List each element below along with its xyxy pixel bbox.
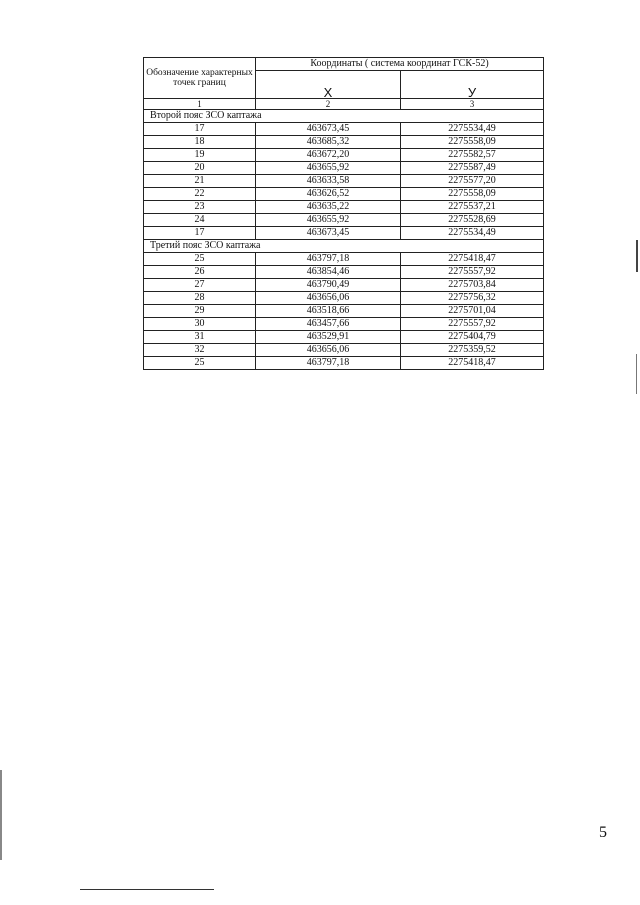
y-coordinate-cell: 2275359,52 — [401, 344, 544, 357]
y-coordinate-cell: 2275534,49 — [401, 123, 544, 136]
coordinates-table-body — [144, 58, 544, 370]
x-coordinate-cell: 463673,45 — [256, 123, 401, 136]
x-coordinate-cell: 463635,22 — [256, 201, 401, 214]
x-coordinate-cell: 463626,52 — [256, 188, 401, 201]
header-point-designation: Обозначение характерных точек границ — [144, 58, 256, 99]
column-number: 2 — [256, 99, 401, 110]
header-y: У — [401, 71, 544, 99]
point-number-cell: 22 — [144, 188, 256, 201]
x-coordinate-cell: 463529,91 — [256, 331, 401, 344]
x-coordinate-cell: 463656,06 — [256, 344, 401, 357]
table-row — [144, 188, 544, 201]
x-coordinate-cell: 463457,66 — [256, 318, 401, 331]
section-title-row — [144, 110, 544, 123]
column-numbers-row — [144, 99, 544, 110]
table-row — [144, 253, 544, 266]
x-coordinate-cell: 463790,49 — [256, 279, 401, 292]
table-row — [144, 331, 544, 344]
y-coordinate-cell: 2275418,47 — [401, 357, 544, 370]
point-number-cell: 24 — [144, 214, 256, 227]
x-coordinate-cell: 463518,66 — [256, 305, 401, 318]
scan-artifact-mark — [636, 354, 637, 394]
point-number-cell: 27 — [144, 279, 256, 292]
page-number: 5 — [599, 824, 607, 841]
y-coordinate-cell: 2275577,20 — [401, 175, 544, 188]
y-coordinate-cell: 2275558,09 — [401, 136, 544, 149]
y-coordinate-cell: 2275557,92 — [401, 318, 544, 331]
y-coordinate-cell: 2275404,79 — [401, 331, 544, 344]
table-row — [144, 136, 544, 149]
table-row — [144, 214, 544, 227]
scan-artifact-mark — [636, 240, 638, 272]
x-coordinate-cell: 463655,92 — [256, 214, 401, 227]
y-coordinate-cell: 2275534,49 — [401, 227, 544, 240]
y-coordinate-cell: 2275557,92 — [401, 266, 544, 279]
point-number-cell: 32 — [144, 344, 256, 357]
point-number-cell: 31 — [144, 331, 256, 344]
point-number-cell: 25 — [144, 357, 256, 370]
point-number-cell: 19 — [144, 149, 256, 162]
x-coordinate-cell: 463797,18 — [256, 253, 401, 266]
point-number-cell: 17 — [144, 123, 256, 136]
x-coordinate-cell: 463854,46 — [256, 266, 401, 279]
y-coordinate-cell: 2275537,21 — [401, 201, 544, 214]
point-number-cell: 18 — [144, 136, 256, 149]
x-coordinate-cell: 463633,58 — [256, 175, 401, 188]
header-x: X — [256, 71, 401, 99]
point-number-cell: 25 — [144, 253, 256, 266]
column-number: 1 — [144, 99, 256, 110]
x-coordinate-cell: 463797,18 — [256, 357, 401, 370]
y-coordinate-cell: 2275558,09 — [401, 188, 544, 201]
y-coordinate-cell: 2275701,04 — [401, 305, 544, 318]
point-number-cell: 21 — [144, 175, 256, 188]
point-number-cell: 20 — [144, 162, 256, 175]
point-number-cell: 17 — [144, 227, 256, 240]
y-coordinate-cell: 2275756,32 — [401, 292, 544, 305]
x-coordinate-cell: 463656,06 — [256, 292, 401, 305]
table-row — [144, 357, 544, 370]
y-coordinate-cell: 2275418,47 — [401, 253, 544, 266]
table-row — [144, 175, 544, 188]
point-number-cell: 26 — [144, 266, 256, 279]
table-row — [144, 279, 544, 292]
point-number-cell: 23 — [144, 201, 256, 214]
table-row — [144, 201, 544, 214]
header-coordinates: Координаты ( система координат ГСК-52) — [256, 58, 544, 71]
section-title: Второй пояс ЗСО каптажа — [144, 110, 544, 123]
section-title-row — [144, 240, 544, 253]
coordinates-table — [143, 57, 544, 370]
x-coordinate-cell: 463655,92 — [256, 162, 401, 175]
table-row — [144, 344, 544, 357]
x-coordinate-cell: 463673,45 — [256, 227, 401, 240]
table-header-row — [144, 58, 544, 71]
footnote-rule — [80, 889, 214, 890]
table-row — [144, 227, 544, 240]
table-row — [144, 318, 544, 331]
point-number-cell: 29 — [144, 305, 256, 318]
column-number: 3 — [401, 99, 544, 110]
section-title: Третий пояс ЗСО каптажа — [144, 240, 544, 253]
table-row — [144, 162, 544, 175]
table-row — [144, 305, 544, 318]
point-number-cell: 30 — [144, 318, 256, 331]
scan-artifact-mark — [0, 770, 2, 860]
x-coordinate-cell: 463672,20 — [256, 149, 401, 162]
table-row — [144, 123, 544, 136]
y-coordinate-cell: 2275587,49 — [401, 162, 544, 175]
table-row — [144, 266, 544, 279]
y-coordinate-cell: 2275528,69 — [401, 214, 544, 227]
point-number-cell: 28 — [144, 292, 256, 305]
x-coordinate-cell: 463685,32 — [256, 136, 401, 149]
y-coordinate-cell: 2275703,84 — [401, 279, 544, 292]
y-coordinate-cell: 2275582,57 — [401, 149, 544, 162]
table-row — [144, 149, 544, 162]
table-row — [144, 292, 544, 305]
